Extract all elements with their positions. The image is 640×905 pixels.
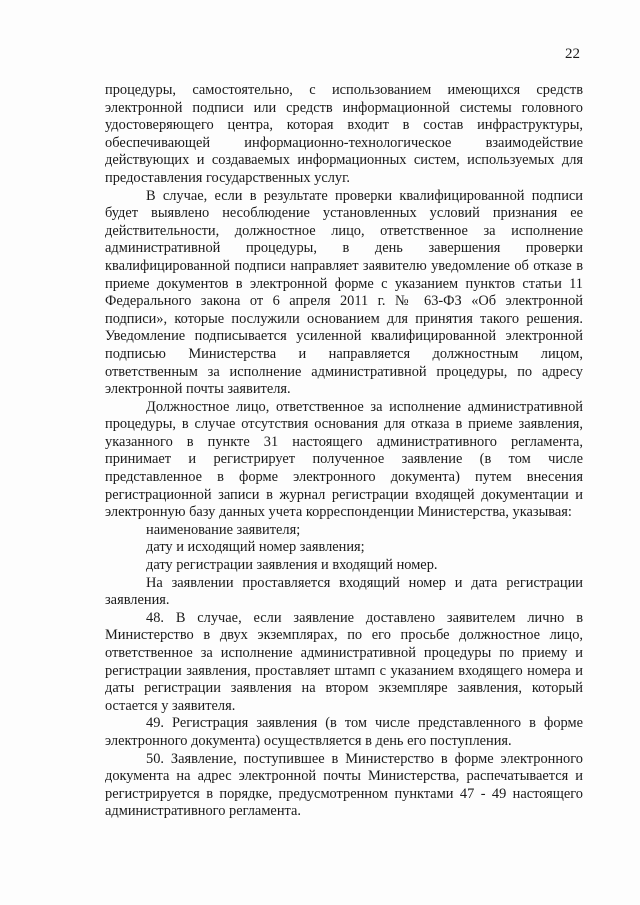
page-number: 22	[565, 46, 580, 62]
document-body	[105, 82, 583, 821]
paragraph-50: 50. Заявление, поступившее в Министерство в форме электронного документа на адрес электронной почты Министерства, распечатывается и регистрируется в порядке, предусмотренном пунктами 47 - 49 настоящего административного регламента.	[105, 750, 583, 820]
paragraph-48: 48. В случае, если заявление доставлено заявителем лично в Министерство в двух экземплярах, по его просьбе должностное лицо, ответственное за исполнение административной процедуры по приему и регистрации заявления, проставляет штамп с указанием входящего номера и даты регистрации заявления на втором экземпляре заявления, который остается у заявителя.	[105, 609, 583, 714]
list-item-outgoing-number: дату и исходящий номер заявления;	[146, 539, 365, 556]
list-item-applicant-name: наименование заявителя;	[146, 521, 301, 538]
list-item-incoming-number: дату регистрации заявления и входящий номер.	[146, 557, 438, 574]
paragraph-registration: Должностное лицо, ответственное за исполнение административной процедуры, в случае отсутствия основания для отказа в приеме заявления, указанного в пункте 31 настоящего административного регламента, принимает и регистрирует полученное заявление (в том числе представленное в форме электронного документа) путем внесения регистрационной записи в журнал регистрации входящей документации и электронную базу данных учета корреспонденции Министерства, указывая:	[105, 398, 583, 521]
paragraph-continuation: процедуры, самостоятельно, с использованием имеющихся средств электронной подписи или средств информационной системы головного удостоверяющего центра, которая входит в состав инфраструктуры, обеспечивающей информационно-технологическое взаимодействие действующих и создаваемых информационных систем, используемых для предоставления государственных услуг.	[105, 82, 583, 186]
paragraph-stamp: На заявлении проставляется входящий номер и дата регистрации заявления.	[105, 574, 583, 609]
paragraph-signature-check: В случае, если в результате проверки квалифицированной подписи будет выявлено несоблюдение установленных условий признания ее действительности, должностное лицо, ответственное за исполнение административной процедуры, в день завершения проверки квалифицированной подписи направляет заявителю уведомление об отказе в приеме документов в электронной форме с указанием пунктов статьи 11 Федерального закона от 6 апреля 2011 г. № 63-ФЗ «Об электронной подписи», которые послужили основанием для принятия такого решения. Уведомление подписывается усиленной квалифицированной электронной подписью Министерства и направляется должностным лицом, ответственным за исполнение административной процедуры, по адресу электронной почты заявителя.	[105, 187, 583, 398]
paragraph-49: 49. Регистрация заявления (в том числе представленного в форме электронного документа) осуществляется в день его поступления.	[105, 715, 583, 749]
